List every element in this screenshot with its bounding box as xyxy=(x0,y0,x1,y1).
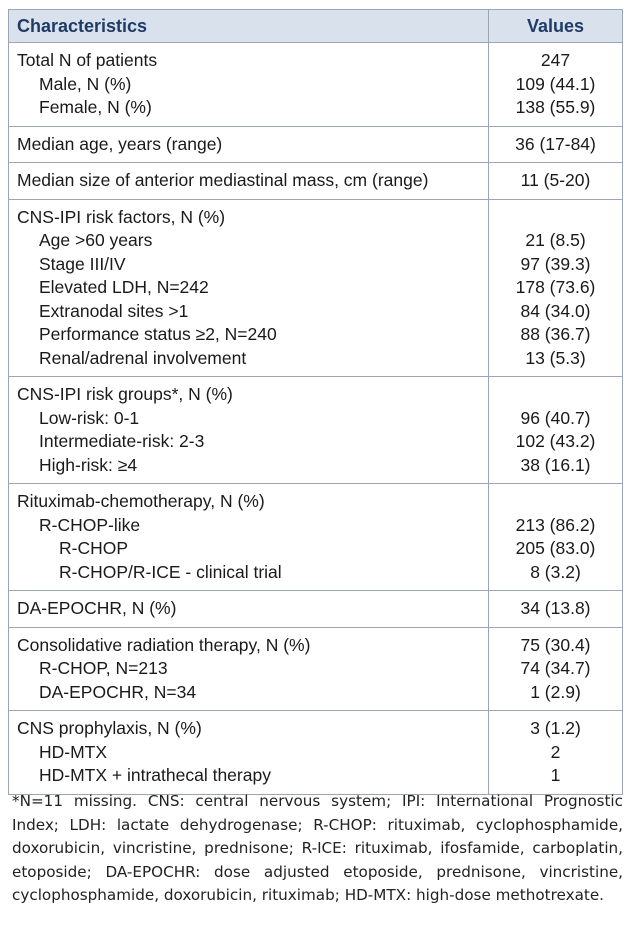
row-label: Consolidative radiation therapy, N (%) xyxy=(9,627,489,657)
row-value: 84 (34.0) xyxy=(489,300,623,324)
row-value: 8 (3.2) xyxy=(489,561,623,591)
table-row xyxy=(9,454,623,484)
row-value: 74 (34.7) xyxy=(489,657,623,681)
characteristics-header: Characteristics xyxy=(9,10,489,43)
row-label: High-risk: ≥4 xyxy=(9,454,489,484)
table-row xyxy=(9,229,623,253)
table-row xyxy=(9,741,623,765)
row-label: HD-MTX xyxy=(9,741,489,765)
row-value xyxy=(489,377,623,407)
row-label: R-CHOP xyxy=(9,537,489,561)
row-value: 36 (17-84) xyxy=(489,126,623,163)
row-label: Male, N (%) xyxy=(9,73,489,97)
row-value xyxy=(489,199,623,229)
table-row xyxy=(9,561,623,591)
row-value: 102 (43.2) xyxy=(489,430,623,454)
table-row xyxy=(9,627,623,657)
row-value: 2 xyxy=(489,741,623,765)
row-value: 1 xyxy=(489,764,623,794)
row-value: 247 xyxy=(489,43,623,73)
table-row xyxy=(9,484,623,514)
table-row xyxy=(9,300,623,324)
row-label: Total N of patients xyxy=(9,43,489,73)
row-value xyxy=(489,484,623,514)
table-row xyxy=(9,73,623,97)
table-row xyxy=(9,253,623,277)
row-label: Elevated LDH, N=242 xyxy=(9,276,489,300)
row-value: 213 (86.2) xyxy=(489,514,623,538)
row-label: Rituximab-chemotherapy, N (%) xyxy=(9,484,489,514)
table-footnote: *N=11 missing. CNS: central nervous system; IPI: International Prognostic Index; LDH: lactate dehydrogenase; R-CHOP: rituximab, cyclophosphamide, doxorubicin, vincristine, prednisone; R-ICE: rituximab, ifosfamide, carboplatin, etoposide; DA-EPOCHR: dose adjusted etoposide, prednisone, vincristine, cyclophosphamide, doxorubicin, rituximab; HD-MTX: high-dose methotrexate. xyxy=(12,792,623,905)
characteristics-table xyxy=(8,9,623,795)
row-label: Performance status ≥2, N=240 xyxy=(9,323,489,347)
table-row xyxy=(9,591,623,628)
row-value: 138 (55.9) xyxy=(489,96,623,126)
table-row xyxy=(9,163,623,200)
row-value: 11 (5-20) xyxy=(489,163,623,200)
row-label: Median age, years (range) xyxy=(9,126,489,163)
row-label: Extranodal sites >1 xyxy=(9,300,489,324)
table-row xyxy=(9,199,623,229)
table-row xyxy=(9,514,623,538)
row-label: R-CHOP/R-ICE - clinical trial xyxy=(9,561,489,591)
row-label: Female, N (%) xyxy=(9,96,489,126)
row-value: 88 (36.7) xyxy=(489,323,623,347)
row-value: 96 (40.7) xyxy=(489,407,623,431)
table-row xyxy=(9,537,623,561)
row-value: 205 (83.0) xyxy=(489,537,623,561)
row-label: DA-EPOCHR, N (%) xyxy=(9,591,489,628)
table-row xyxy=(9,681,623,711)
table-row xyxy=(9,43,623,73)
characteristics-table-container xyxy=(8,9,622,795)
row-value: 21 (8.5) xyxy=(489,229,623,253)
row-value: 13 (5.3) xyxy=(489,347,623,377)
row-label: DA-EPOCHR, N=34 xyxy=(9,681,489,711)
table-row xyxy=(9,657,623,681)
row-label: Age >60 years xyxy=(9,229,489,253)
table-row xyxy=(9,126,623,163)
row-value: 109 (44.1) xyxy=(489,73,623,97)
table-body xyxy=(9,43,623,795)
row-label: HD-MTX + intrathecal therapy xyxy=(9,764,489,794)
row-label: R-CHOP, N=213 xyxy=(9,657,489,681)
table-header-row xyxy=(9,10,623,43)
row-value: 34 (13.8) xyxy=(489,591,623,628)
table-row xyxy=(9,430,623,454)
table-row xyxy=(9,323,623,347)
row-value: 75 (30.4) xyxy=(489,627,623,657)
row-label: Median size of anterior mediastinal mass, cm (range) xyxy=(9,163,489,200)
table-row xyxy=(9,96,623,126)
row-label: R-CHOP-like xyxy=(9,514,489,538)
row-value: 3 (1.2) xyxy=(489,711,623,741)
row-label: CNS-IPI risk groups*, N (%) xyxy=(9,377,489,407)
row-label: Stage III/IV xyxy=(9,253,489,277)
row-label: Intermediate-risk: 2-3 xyxy=(9,430,489,454)
values-header: Values xyxy=(489,10,623,43)
table-row xyxy=(9,276,623,300)
row-label: Low-risk: 0-1 xyxy=(9,407,489,431)
table-row xyxy=(9,711,623,741)
row-label: CNS prophylaxis, N (%) xyxy=(9,711,489,741)
table-row xyxy=(9,347,623,377)
row-value: 178 (73.6) xyxy=(489,276,623,300)
row-value: 97 (39.3) xyxy=(489,253,623,277)
row-label: Renal/adrenal involvement xyxy=(9,347,489,377)
row-label: CNS-IPI risk factors, N (%) xyxy=(9,199,489,229)
table-row xyxy=(9,377,623,407)
table-row xyxy=(9,407,623,431)
row-value: 38 (16.1) xyxy=(489,454,623,484)
row-value: 1 (2.9) xyxy=(489,681,623,711)
